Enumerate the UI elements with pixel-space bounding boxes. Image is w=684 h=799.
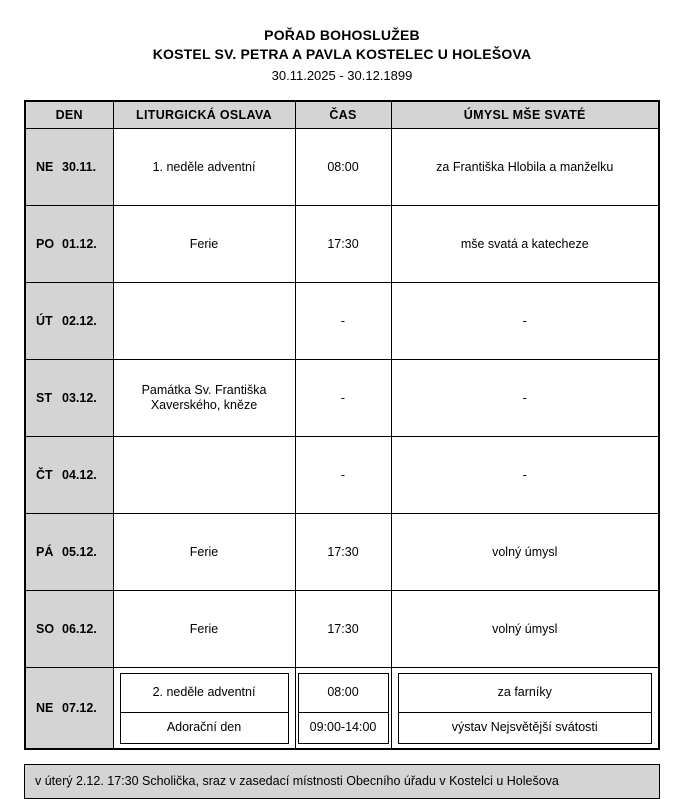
cell-day: [25, 668, 113, 750]
table-row: [25, 591, 659, 668]
cell-intent: -: [391, 283, 659, 360]
cell-day: [25, 437, 113, 514]
cell-time: -: [295, 283, 391, 360]
schedule-table-wrapper: [24, 100, 660, 750]
cell-time-line-a: 08:00: [298, 673, 388, 712]
day-date: 02.12.: [62, 314, 97, 328]
cell-intent: -: [391, 437, 659, 514]
day-name: ČT: [36, 468, 53, 482]
column-header-liturgy: LITURGICKÁ OSLAVA: [113, 101, 295, 129]
day-name: NE: [36, 160, 54, 174]
footer-note: v úterý 2.12. 17:30 Scholička, sraz v zasedací místnosti Obecního úřadu v Kostelci u Holešova: [24, 764, 660, 799]
table-row: [25, 514, 659, 591]
table-row: [25, 437, 659, 514]
cell-day: [25, 360, 113, 437]
table-row: [25, 668, 659, 750]
cell-intent-line-a: za farníky: [398, 673, 652, 712]
cell-liturgy: [113, 283, 295, 360]
cell-liturgy-line-b: Adorační den: [120, 712, 288, 743]
cell-liturgy: [113, 668, 295, 750]
table-row: [25, 129, 659, 206]
cell-intent-line-b: výstav Nejsvětější svátosti: [398, 712, 652, 743]
cell-time: -: [295, 360, 391, 437]
cell-day: [25, 206, 113, 283]
table-header-row: [25, 101, 659, 129]
cell-liturgy: Ferie: [113, 591, 295, 668]
cell-liturgy: 1. neděle adventní: [113, 129, 295, 206]
column-header-intent: ÚMYSL MŠE SVATÉ: [391, 101, 659, 129]
cell-day: [25, 129, 113, 206]
cell-time: -: [295, 437, 391, 514]
cell-intent: za Františka Hlobila a manželku: [391, 129, 659, 206]
column-header-day: DEN: [25, 101, 113, 129]
day-date: 01.12.: [62, 237, 97, 251]
cell-liturgy: Ferie: [113, 514, 295, 591]
cell-day: [25, 591, 113, 668]
cell-intent: volný úmysl: [391, 591, 659, 668]
cell-intent: mše svatá a katecheze: [391, 206, 659, 283]
intent-sublist: [398, 673, 653, 744]
table-row: [25, 360, 659, 437]
cell-liturgy-line-a: 2. neděle adventní: [120, 673, 288, 712]
cell-intent: volný úmysl: [391, 514, 659, 591]
day-date: 07.12.: [62, 701, 97, 715]
table-row: [25, 283, 659, 360]
day-name: PÁ: [36, 545, 54, 559]
cell-time-line-b: 09:00-14:00: [298, 712, 388, 743]
table-body: [25, 129, 659, 750]
document-header: [0, 0, 684, 86]
day-date: 30.11.: [62, 160, 97, 174]
day-date: 05.12.: [62, 545, 97, 559]
cell-time: [295, 668, 391, 750]
liturgy-sublist: [120, 673, 289, 744]
cell-time: 17:30: [295, 206, 391, 283]
header-date-range: 30.11.2025 - 30.12.1899: [271, 68, 413, 83]
day-name: ST: [36, 391, 52, 405]
cell-liturgy: Památka Sv. Františka Xaverského, kněze: [113, 360, 295, 437]
cell-liturgy: Ferie: [113, 206, 295, 283]
cell-day: [25, 283, 113, 360]
cell-time: 17:30: [295, 514, 391, 591]
cell-time: 17:30: [295, 591, 391, 668]
day-date: 03.12.: [62, 391, 97, 405]
table-row: [25, 206, 659, 283]
cell-day: [25, 514, 113, 591]
cell-intent: -: [391, 360, 659, 437]
cell-liturgy: [113, 437, 295, 514]
cell-intent: [391, 668, 659, 750]
day-name: NE: [36, 701, 54, 715]
cell-time: 08:00: [295, 129, 391, 206]
column-header-time: ČAS: [295, 101, 391, 129]
time-sublist: [298, 673, 389, 744]
day-date: 04.12.: [62, 468, 97, 482]
day-name: PO: [36, 237, 55, 251]
day-name: SO: [36, 622, 55, 636]
header-title-line2: KOSTEL SV. PETRA A PAVLA KOSTELEC U HOLEŠOVA: [152, 46, 532, 62]
day-name: ÚT: [36, 314, 53, 328]
schedule-table: [24, 100, 660, 750]
header-title-line1: POŘAD BOHOSLUŽEB: [264, 27, 420, 43]
day-date: 06.12.: [62, 622, 97, 636]
